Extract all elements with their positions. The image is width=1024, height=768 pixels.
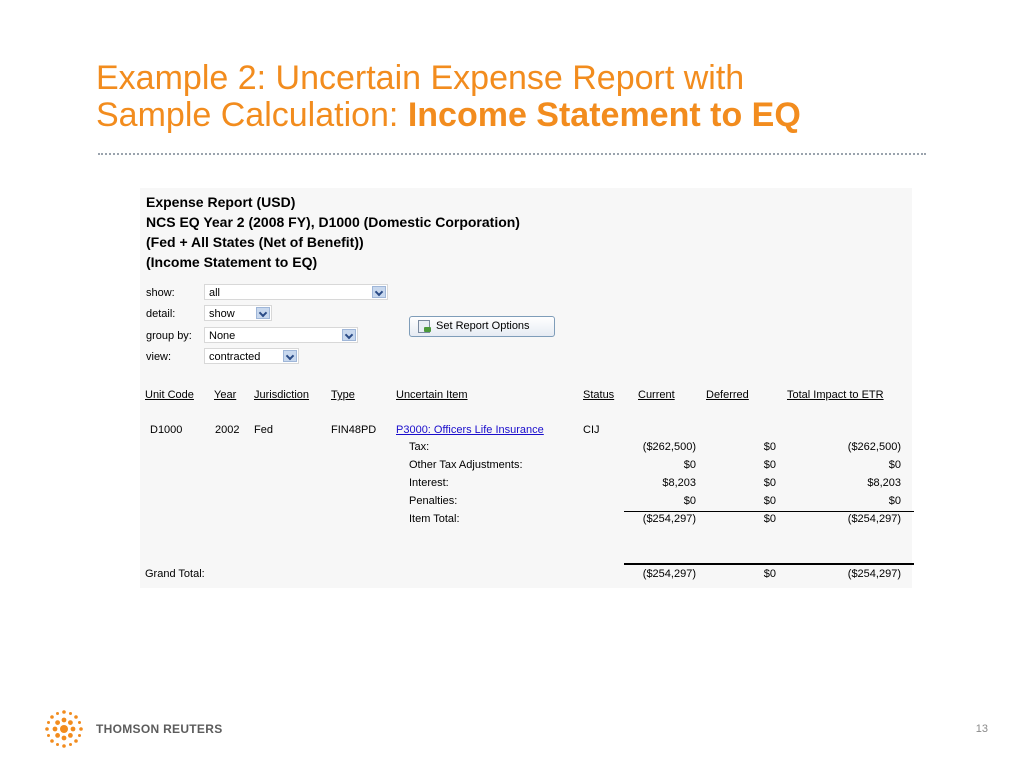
row-type: FIN48PD xyxy=(331,424,377,436)
detail-label-interest: Interest: xyxy=(409,477,449,489)
thomson-reuters-logo-icon xyxy=(42,707,86,751)
detail-current-tax: ($262,500) xyxy=(642,441,696,453)
col-current[interactable]: Current xyxy=(638,389,675,401)
detail-label-tax: Tax: xyxy=(409,441,430,453)
col-deferred[interactable]: Deferred xyxy=(706,389,749,401)
detail-total-interest: $8,203 xyxy=(867,477,901,489)
row-year: 2002 xyxy=(215,424,240,436)
report-heading-line-4: (Income Statement to EQ) xyxy=(146,254,318,270)
detail-total-penalties: $0 xyxy=(888,495,901,507)
show-select-value: all xyxy=(209,287,221,299)
slide-title xyxy=(96,60,976,134)
detail-deferred-tax: $0 xyxy=(763,441,776,453)
report-heading-line-3: (Fed + All States (Net of Benefit)) xyxy=(146,234,364,250)
chevron-down-icon[interactable] xyxy=(342,329,356,341)
view-label: view: xyxy=(146,351,172,363)
show-select[interactable] xyxy=(204,284,388,300)
grand-total-label: Grand Total: xyxy=(145,568,205,580)
detail-deferred-interest: $0 xyxy=(763,477,776,489)
grand-total-deferred: $0 xyxy=(763,568,776,580)
title-line-2-bold: Income Statement to EQ xyxy=(407,96,801,134)
grand-total-divider xyxy=(624,563,914,565)
row-status: CIJ xyxy=(583,424,600,436)
title-divider xyxy=(98,153,926,155)
detail-deferred-other: $0 xyxy=(763,459,776,471)
detail-current-interest: $8,203 xyxy=(662,477,696,489)
detail-select[interactable] xyxy=(204,305,272,321)
detail-total-tax: ($262,500) xyxy=(847,441,901,453)
col-status[interactable]: Status xyxy=(583,389,615,401)
grand-total-total: ($254,297) xyxy=(847,568,901,580)
footer-brand: THOMSON REUTERS xyxy=(96,722,223,736)
report-heading xyxy=(146,192,520,272)
detail-total-item-total: ($254,297) xyxy=(847,513,901,525)
col-unit-code[interactable]: Unit Code xyxy=(145,389,194,401)
chevron-down-icon[interactable] xyxy=(256,307,270,319)
report-heading-line-2: NCS EQ Year 2 (2008 FY), D1000 (Domestic Corporation) xyxy=(146,214,520,230)
detail-label-penalties: Penalties: xyxy=(409,495,458,507)
col-type[interactable]: Type xyxy=(331,389,355,401)
chevron-down-icon[interactable] xyxy=(372,286,386,298)
detail-deferred-penalties: $0 xyxy=(763,495,776,507)
show-label: show: xyxy=(146,287,175,299)
col-jurisdiction[interactable]: Jurisdiction xyxy=(254,389,310,401)
group-by-select-value: None xyxy=(209,330,236,342)
set-report-options-button[interactable] xyxy=(409,316,555,337)
col-total-impact[interactable]: Total Impact to ETR xyxy=(787,389,884,401)
detail-label-item-total: Item Total: xyxy=(409,513,460,525)
detail-deferred-item-total: $0 xyxy=(763,513,776,525)
detail-current-penalties: $0 xyxy=(683,495,696,507)
page-number: 13 xyxy=(975,723,988,735)
expense-report-panel xyxy=(140,188,912,588)
detail-select-value: show xyxy=(209,308,235,320)
report-heading-line-1: Expense Report (USD) xyxy=(146,194,296,210)
detail-label-other: Other Tax Adjustments: xyxy=(409,459,523,471)
group-by-label: group by: xyxy=(146,330,192,342)
subtotal-divider xyxy=(624,511,914,512)
detail-total-other: $0 xyxy=(888,459,901,471)
row-jurisdiction: Fed xyxy=(254,424,273,436)
report-options-icon xyxy=(418,320,430,333)
col-uncertain-item[interactable]: Uncertain Item xyxy=(396,389,468,401)
row-unit-code: D1000 xyxy=(150,424,183,436)
view-select-value: contracted xyxy=(209,351,261,363)
detail-current-other: $0 xyxy=(683,459,696,471)
grand-total-current: ($254,297) xyxy=(642,568,696,580)
title-line-1: Example 2: Uncertain Expense Report with xyxy=(96,59,745,97)
chevron-down-icon[interactable] xyxy=(283,350,297,362)
group-by-select[interactable] xyxy=(204,327,358,343)
uncertain-item-link[interactable]: P3000: Officers Life Insurance xyxy=(396,424,544,436)
col-year[interactable]: Year xyxy=(214,389,237,401)
view-select[interactable] xyxy=(204,348,299,364)
detail-label: detail: xyxy=(146,308,176,320)
title-line-2: Sample Calculation: xyxy=(96,96,408,134)
set-report-options-label: Set Report Options xyxy=(436,320,530,332)
detail-current-item-total: ($254,297) xyxy=(642,513,696,525)
